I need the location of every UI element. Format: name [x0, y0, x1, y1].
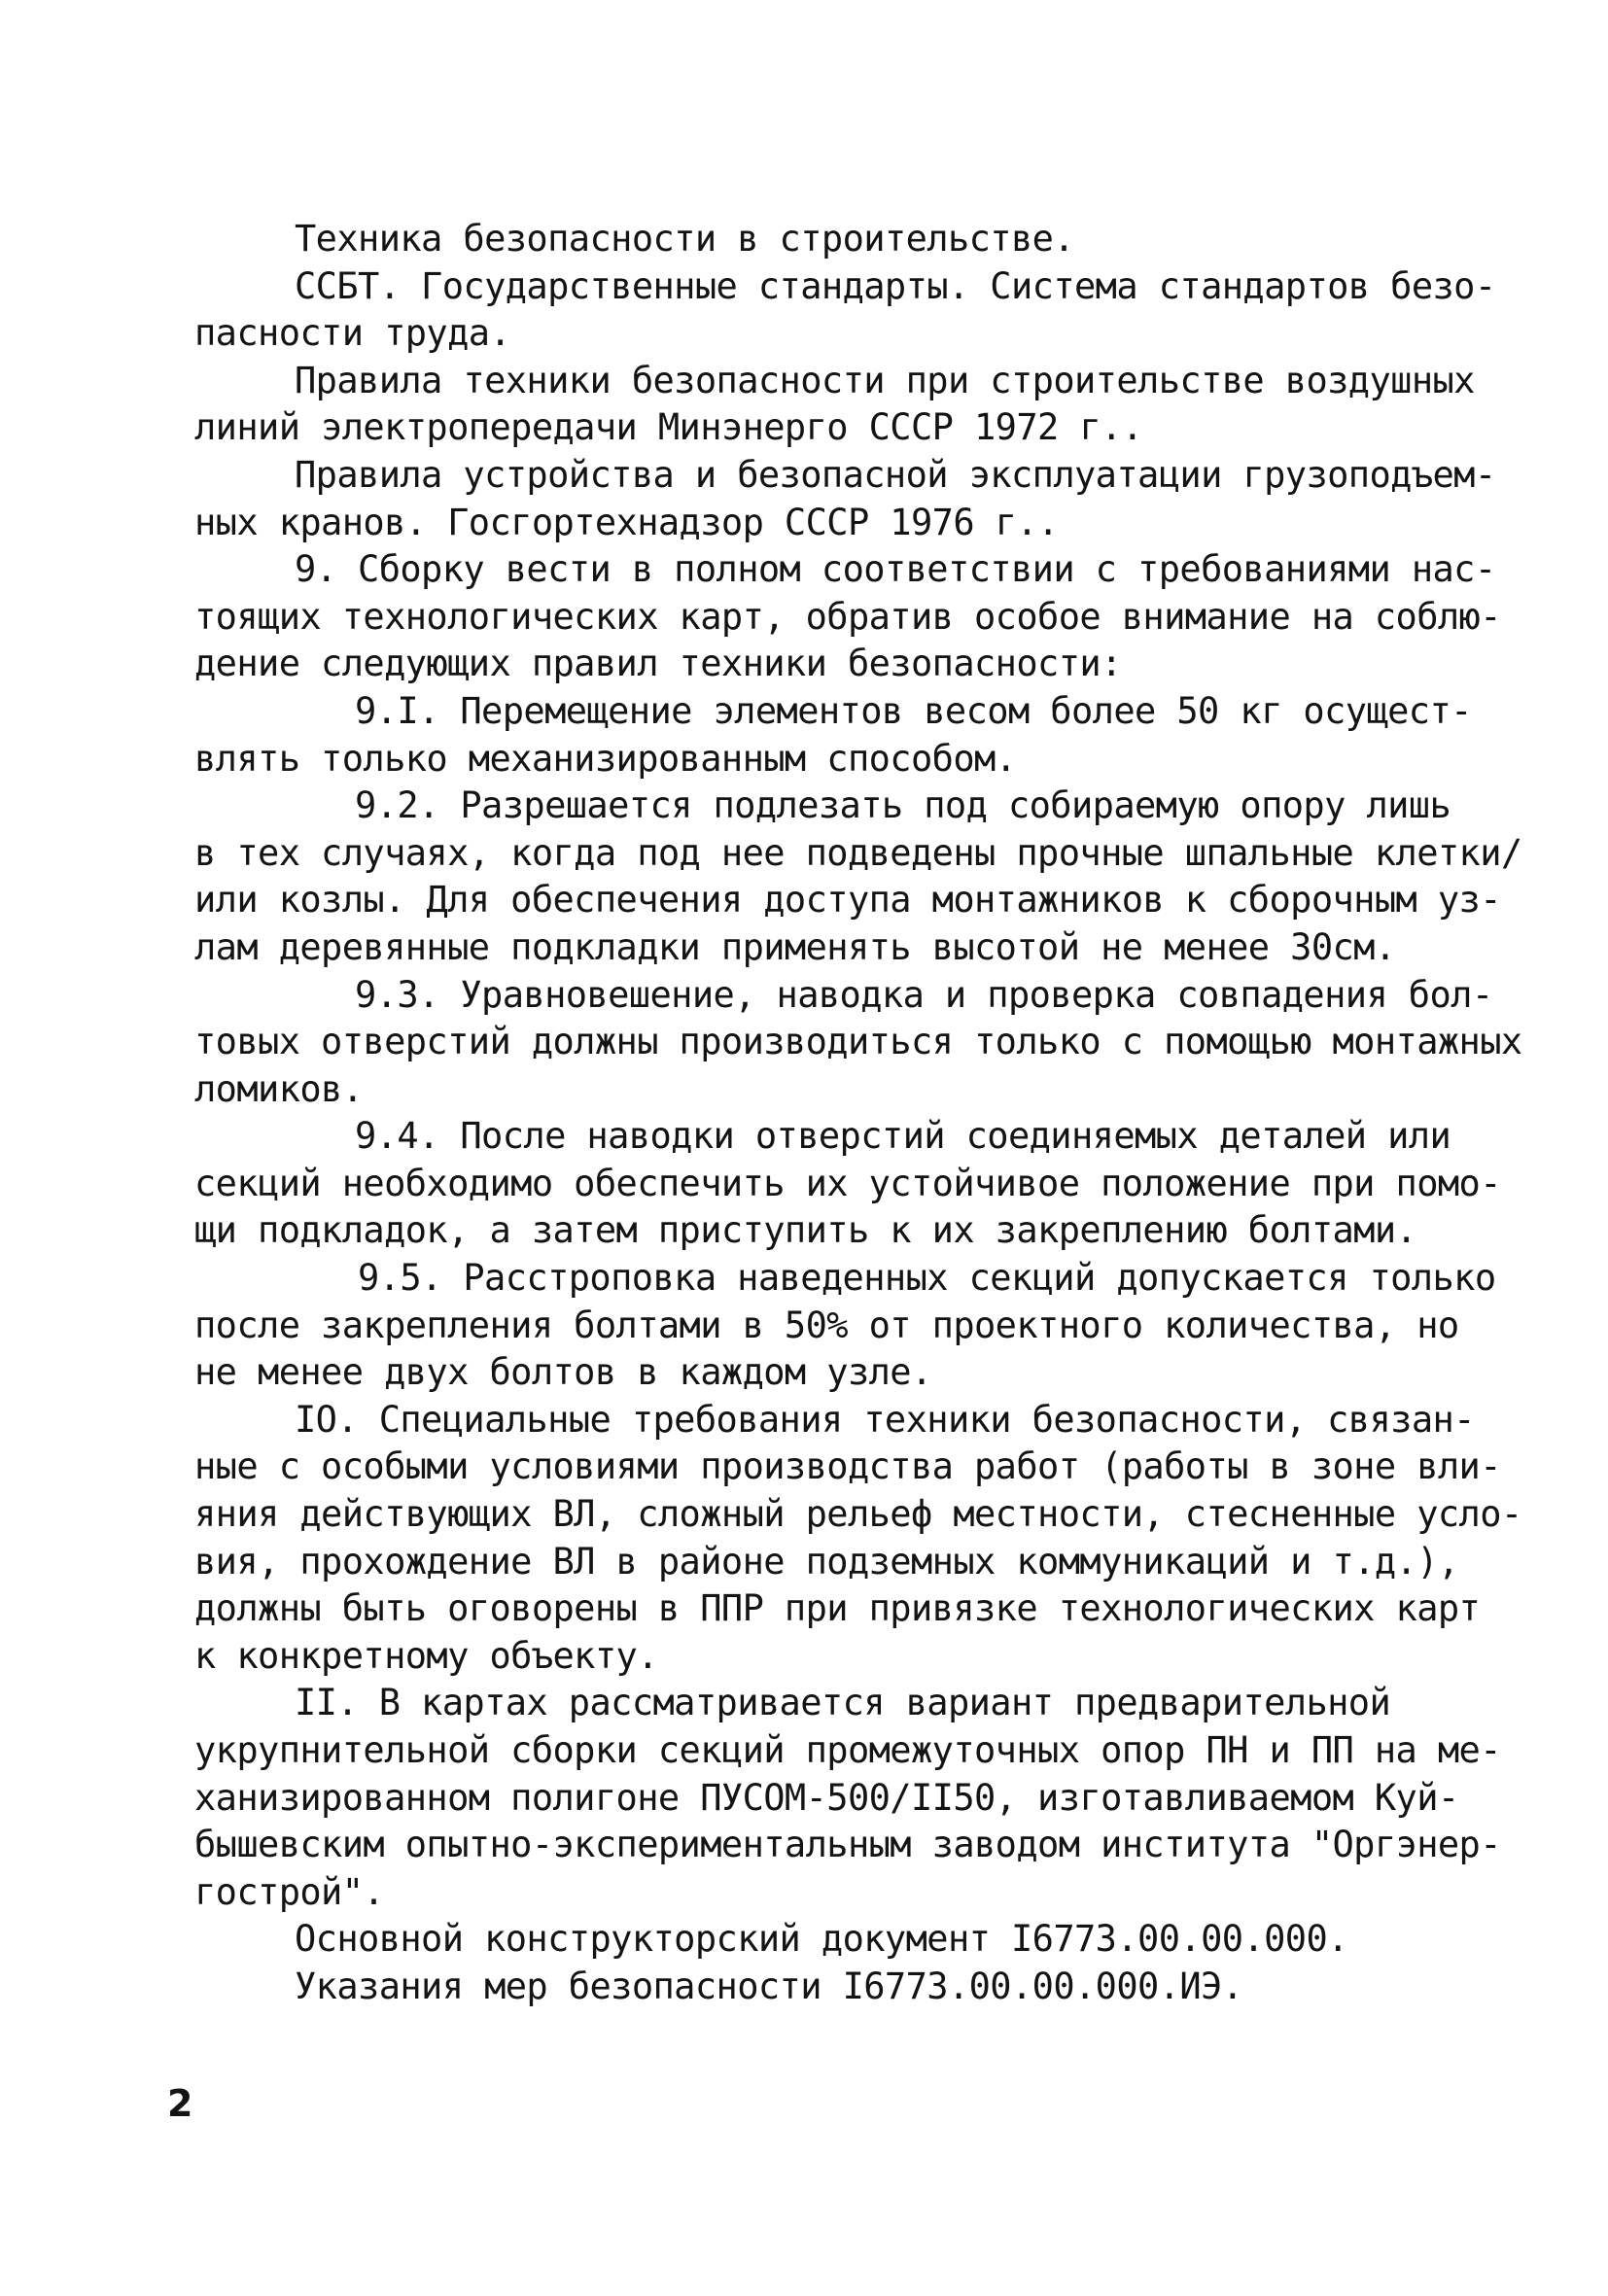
text-line: ломиков.	[194, 1067, 364, 1110]
text-line: ханизированном полигоне ПУСОМ-500/II50, изготавливаемом Куй-	[194, 1776, 1459, 1819]
text-line: пасности труда.	[194, 312, 511, 355]
text-line: секций необходимо обеспечить их устойчивое положение при помо-	[194, 1162, 1501, 1204]
text-line: лам деревянные подкладки применять высотой не менее 30см.	[194, 925, 1396, 968]
text-line: Правила техники безопасности при строительстве воздушных	[295, 359, 1475, 401]
text-line: 9.2. Разрешается подлезать под собираемую опору лишь	[355, 784, 1451, 827]
text-line: ных кранов. Госгортехнадзор СССР 1976 г..	[194, 501, 1059, 543]
text-line: Указания мер безопасности I6773.00.00.000.ИЭ.	[295, 1965, 1243, 2007]
text-line: после закрепления болтами в 50% от проектного количества, но	[194, 1304, 1459, 1346]
text-line: не менее двух болтов в каждом узле.	[194, 1351, 932, 1394]
text-line: ные с особыми условиями производства работ (работы в зоне вли-	[194, 1445, 1501, 1488]
text-line: в тех случаях, когда под нее подведены прочные шпальные клетки/	[194, 831, 1522, 874]
text-line: гострой".	[194, 1870, 385, 1913]
text-line: Техника безопасности в строительстве.	[295, 218, 1075, 260]
text-line: укрупнительной сборки секций промежуточных опор ПН и ПП на ме-	[194, 1729, 1501, 1771]
text-line: щи подкладок, а затем приступить к их закреплению болтами.	[194, 1209, 1417, 1252]
text-line: 9.5. Расстроповка наведенных секций допускается только	[358, 1257, 1496, 1300]
text-line: товых отверстий должны производиться только с помощью монтажных	[194, 1021, 1522, 1063]
text-line: должны быть оговорены в ППР при привязке технологических карт	[194, 1587, 1481, 1630]
text-line: 9.3. Уравновешение, наводка и проверка совпадения бол-	[355, 973, 1493, 1016]
text-line: 9.I. Перемещение элементов весом более 50 кг осущест-	[355, 689, 1472, 732]
text-line: дение следующих правил техники безопасности:	[194, 643, 1122, 685]
text-line: или козлы. Для обеспечения доступа монтажников к сборочным уз-	[194, 879, 1501, 922]
text-line: яния действующих ВЛ, сложный рельеф местности, стесненные усло-	[194, 1493, 1522, 1536]
page-number: 2	[167, 2082, 193, 2125]
text-line: Правила устройства и безопасной эксплуатации грузоподъем-	[295, 453, 1496, 496]
text-line: IO. Специальные требования техники безопасности, связан-	[295, 1398, 1475, 1441]
text-line: тоящих технологических карт, обратив особое внимание на соблю-	[194, 595, 1501, 638]
text-line: бышевским опытно-экспериментальным заводом института "Оргэнер-	[194, 1824, 1501, 1866]
text-line: вия, прохождение ВЛ в районе подземных коммуникаций и т.д.),	[194, 1540, 1459, 1583]
text-line: влять только механизированным способом.	[194, 737, 1017, 780]
text-line: к конкретному объекту.	[194, 1634, 658, 1677]
text-line: 9. Сборку вести в полном соответствии с требованиями нас-	[295, 548, 1496, 591]
text-line: Основной конструкторский документ I6773.00.00.000.	[295, 1918, 1348, 1961]
text-line: II. В картах рассматривается вариант предварительной	[295, 1682, 1391, 1724]
text-line: ССБТ. Государственные стандарты. Система стандартов безо-	[295, 264, 1496, 307]
body-text	[194, 216, 1522, 2011]
text-line: 9.4. После наводки отверстий соединяемых деталей или	[355, 1115, 1451, 1158]
text-line: линий электропередачи Минэнерго СССР 1972 г..	[194, 406, 1143, 449]
